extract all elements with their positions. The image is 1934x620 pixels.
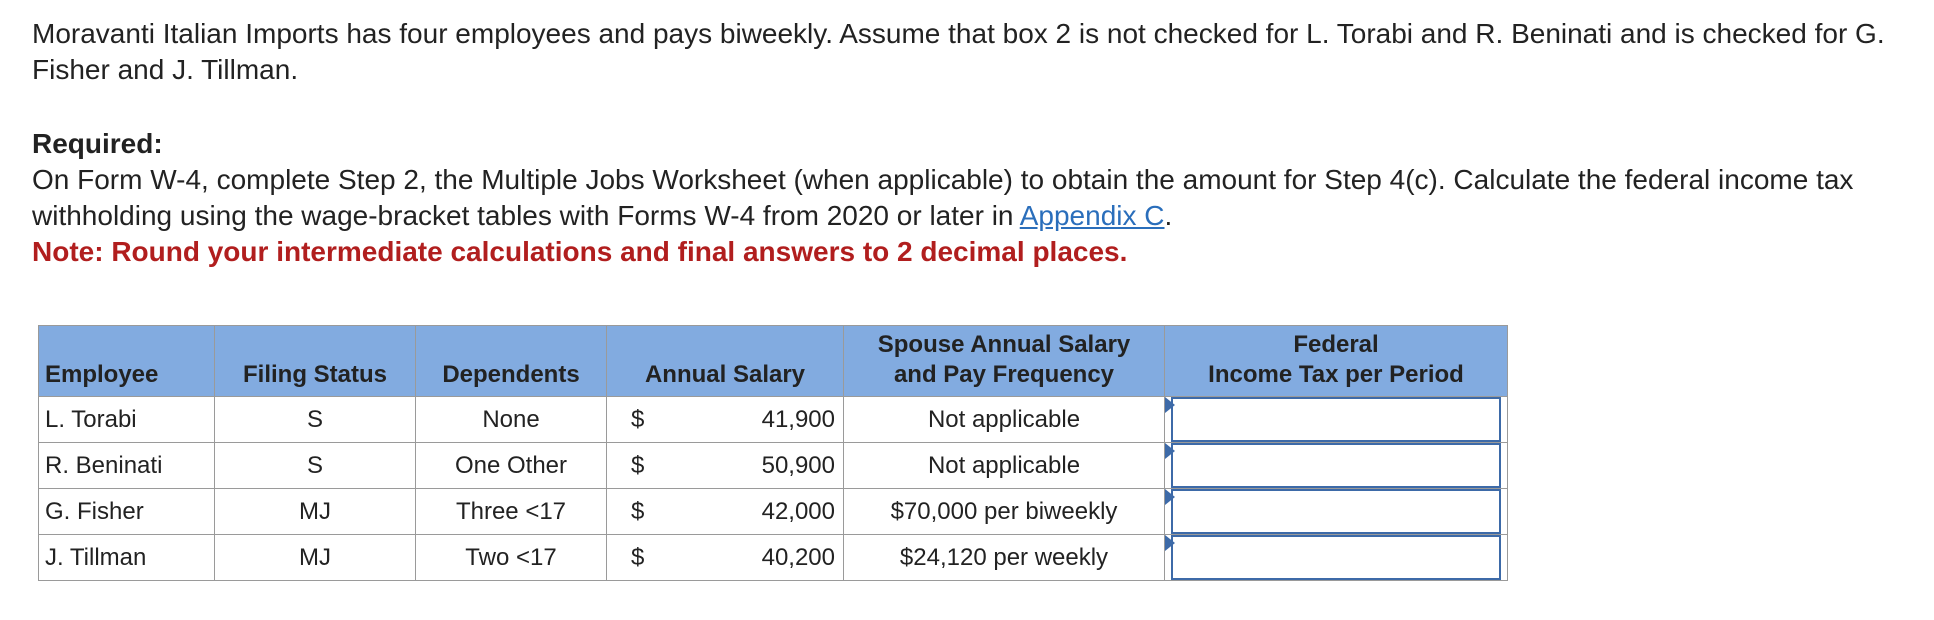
filing-status: MJ (215, 489, 416, 535)
currency-symbol: $ (631, 543, 645, 571)
input-marker-icon (1165, 489, 1175, 505)
table-row (39, 535, 1508, 581)
employee-name: G. Fisher (39, 489, 215, 535)
employee-table (38, 325, 1508, 581)
federal-tax-cell (1165, 443, 1508, 489)
federal-tax-input-fisher[interactable] (1171, 489, 1501, 534)
federal-tax-input-beninati[interactable] (1171, 443, 1501, 488)
salary-amount: 50,900 (761, 451, 835, 479)
annual-salary (607, 489, 844, 535)
input-marker-icon (1165, 443, 1175, 459)
header-federal-income-tax (1165, 326, 1508, 397)
federal-tax-cell (1165, 397, 1508, 443)
currency-symbol: $ (631, 497, 645, 525)
salary-amount: 42,000 (761, 497, 835, 525)
annual-salary (607, 397, 844, 443)
required-text-end: . (1164, 200, 1173, 231)
input-marker-icon (1165, 535, 1175, 551)
spouse-salary: $70,000 per biweekly (844, 489, 1165, 535)
annual-salary (607, 535, 844, 581)
federal-tax-cell (1165, 489, 1508, 535)
problem-content (32, 16, 1912, 270)
table-row (39, 489, 1508, 535)
employee-name: J. Tillman (39, 535, 215, 581)
required-text: On Form W-4, complete Step 2, the Multiple Jobs Worksheet (when applicable) to obtain the amount for Step 4(c). Calculate the federal income tax withholding using the wage-bracket tables with Forms W-4 from 2020 or later in (32, 164, 1854, 231)
annual-salary (607, 443, 844, 489)
header-fit-line1: Federal (1293, 331, 1379, 358)
header-annual-salary: Annual Salary (607, 326, 844, 397)
header-filing-status: Filing Status (215, 326, 416, 397)
rounding-note: Note: Round your intermediate calculations and final answers to 2 decimal places. (32, 236, 1128, 267)
table-row (39, 443, 1508, 489)
dependents: Three <17 (416, 489, 607, 535)
federal-tax-cell (1165, 535, 1508, 581)
input-marker-icon (1165, 397, 1175, 413)
dependents: None (416, 397, 607, 443)
spouse-salary: $24,120 per weekly (844, 535, 1165, 581)
filing-status: S (215, 443, 416, 489)
header-spouse-salary (844, 326, 1165, 397)
table-header-row (39, 326, 1508, 397)
header-employee: Employee (39, 326, 215, 397)
spouse-salary: Not applicable (844, 397, 1165, 443)
required-heading: Required: (32, 128, 163, 159)
federal-tax-input-tillman[interactable] (1171, 535, 1501, 580)
filing-status: S (215, 397, 416, 443)
federal-tax-input-torabi[interactable] (1171, 397, 1501, 442)
salary-amount: 40,200 (761, 543, 835, 571)
salary-amount: 41,900 (761, 405, 835, 433)
header-spouse-line2: and Pay Frequency (893, 361, 1115, 388)
employee-name: R. Beninati (39, 443, 215, 489)
header-fit-line2: Income Tax per Period (1208, 361, 1464, 388)
table-row (39, 397, 1508, 443)
employee-name: L. Torabi (39, 397, 215, 443)
spouse-salary: Not applicable (844, 443, 1165, 489)
dependents: One Other (416, 443, 607, 489)
required-block (32, 126, 1912, 270)
problem-intro: Moravanti Italian Imports has four employees and pays biweekly. Assume that box 2 is not checked for L. Torabi and R. Beninati and is checked for G. Fisher and J. Tillman. (32, 18, 1885, 85)
filing-status: MJ (215, 535, 416, 581)
currency-symbol: $ (631, 405, 645, 433)
header-spouse-line1: Spouse Annual Salary (877, 331, 1131, 358)
currency-symbol: $ (631, 451, 645, 479)
dependents: Two <17 (416, 535, 607, 581)
header-dependents: Dependents (416, 326, 607, 397)
appendix-c-link[interactable]: Appendix C (1019, 200, 1165, 231)
